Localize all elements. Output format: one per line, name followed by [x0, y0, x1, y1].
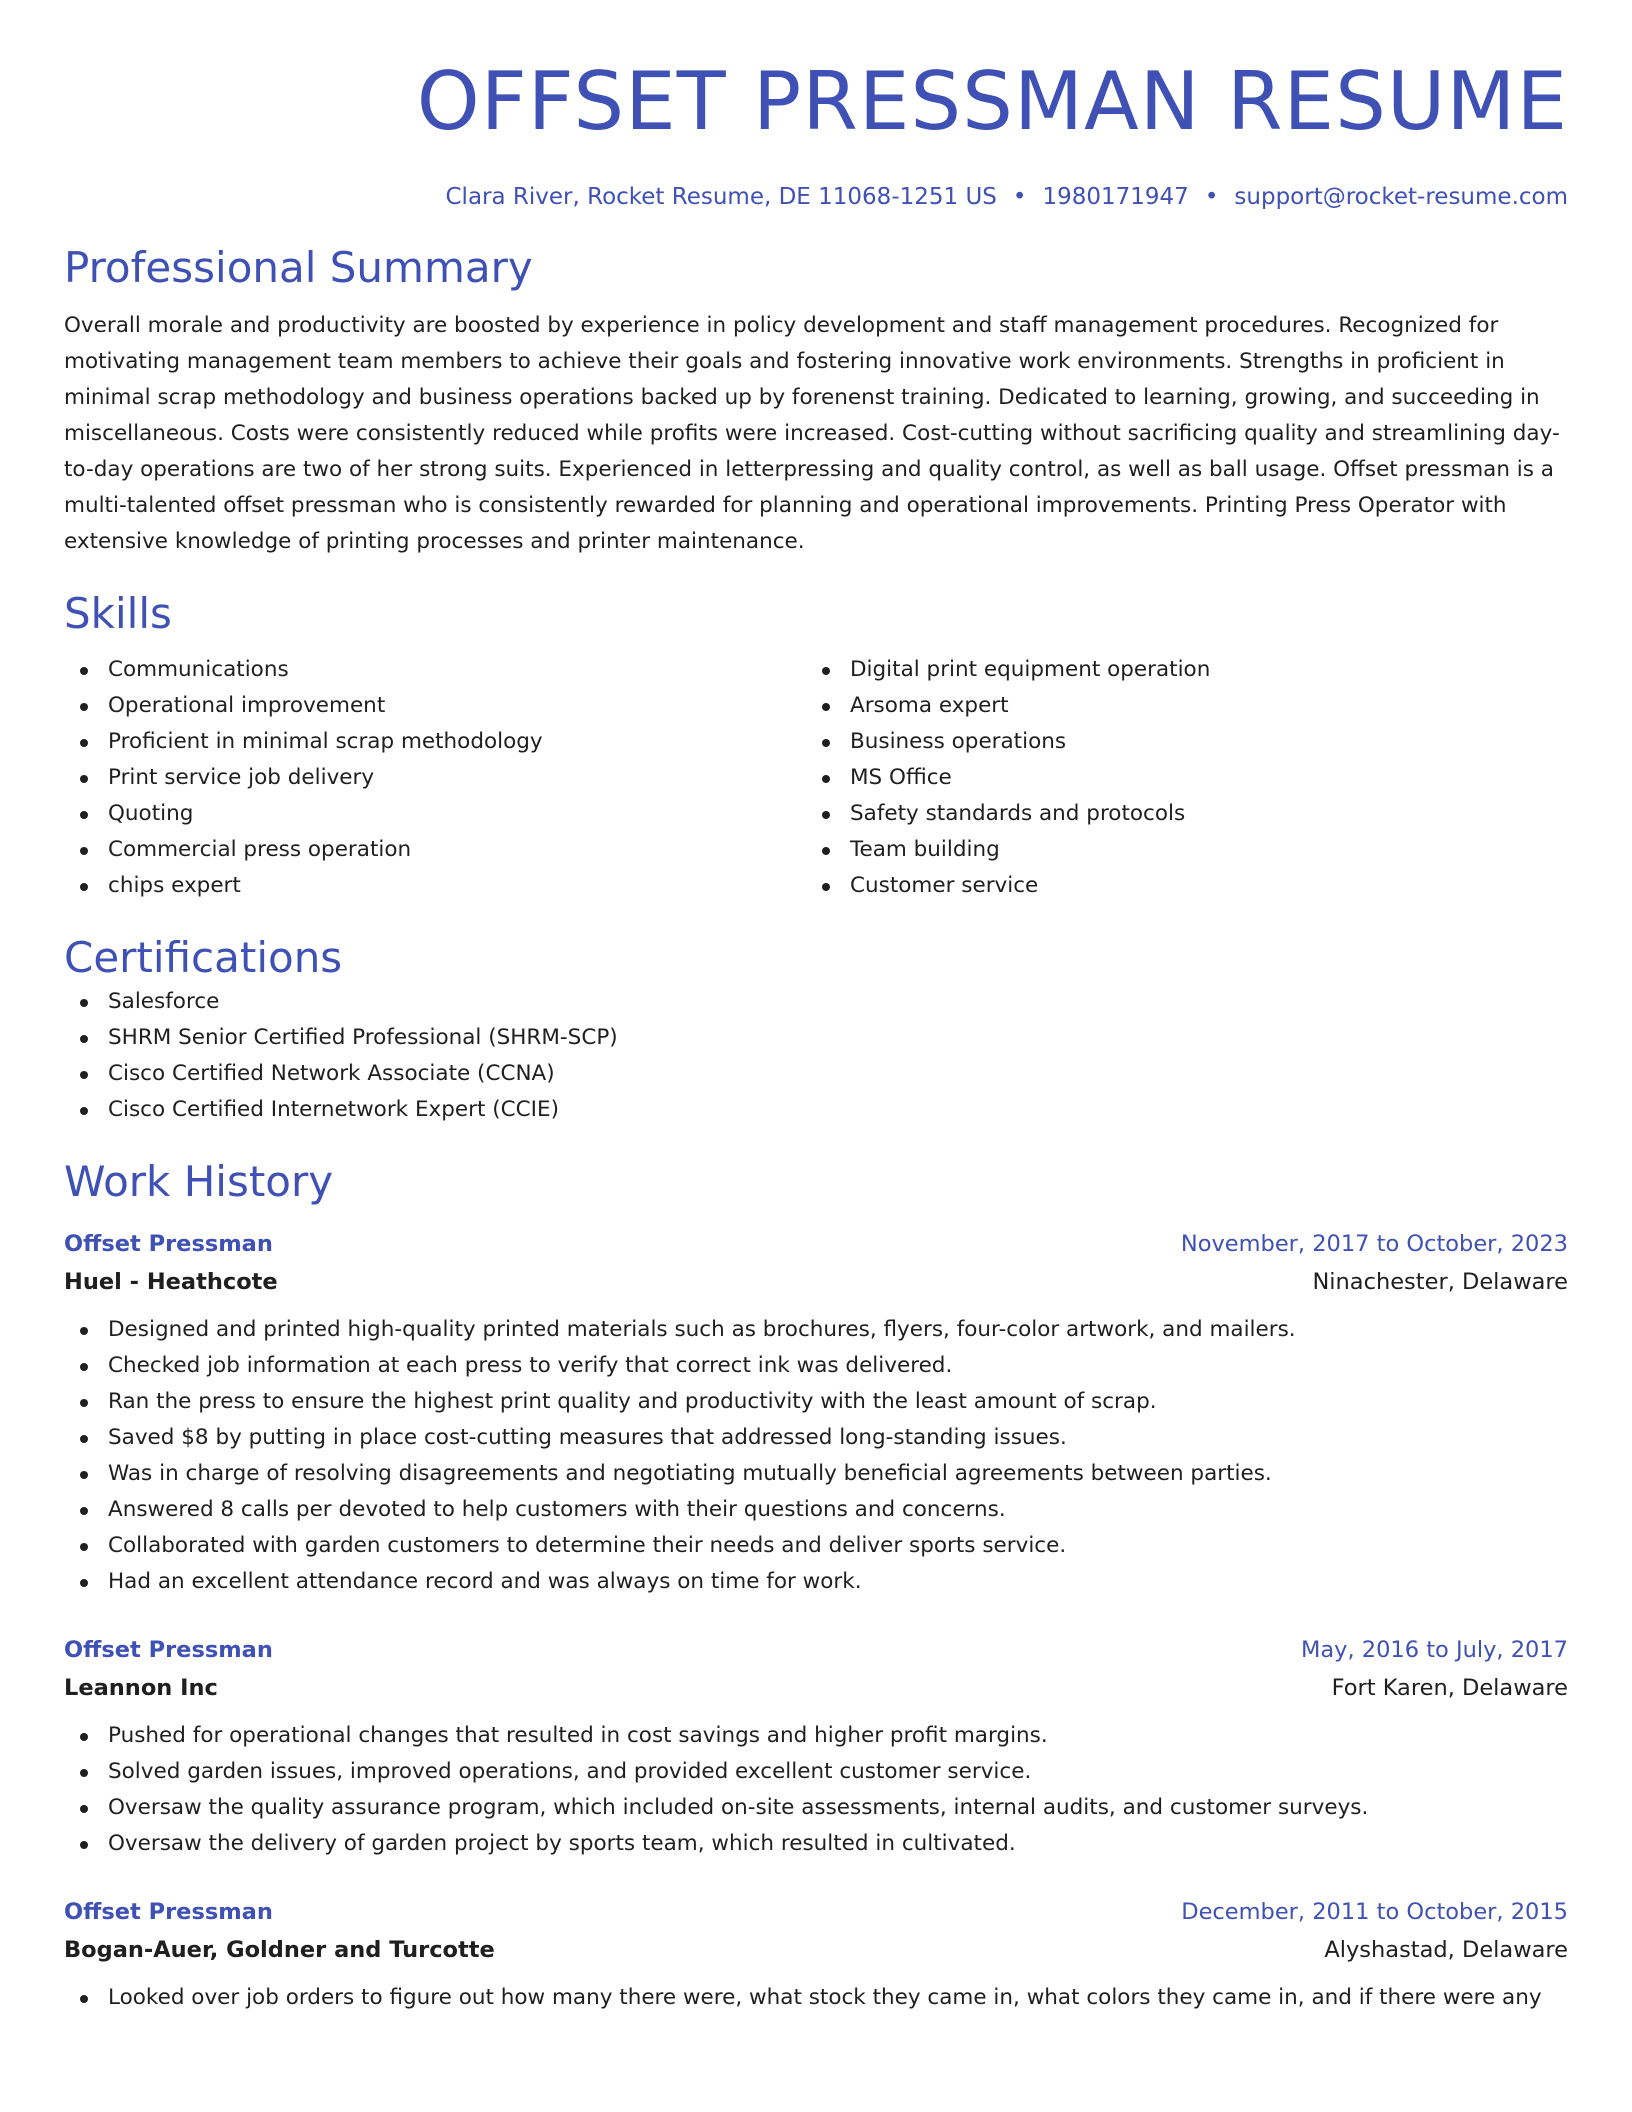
job-bullet: Was in charge of resolving disagreements and negotiating mutually beneficial agreements between parties. — [64, 1456, 1568, 1492]
job-company: Huel - Heathcote — [64, 1269, 278, 1295]
skills-heading: Skills — [64, 589, 172, 638]
job-company-row — [64, 1668, 1568, 1708]
work-history-heading: Work History — [64, 1157, 334, 1206]
job-dates: December, 2011 to October, 2015 — [1181, 1899, 1568, 1925]
certifications-heading: Certifications — [64, 933, 343, 982]
job-bullet: Designed and printed high-quality printed materials such as brochures, flyers, four-color artwork, and mailers. — [64, 1312, 1568, 1348]
skill-item: Digital print equipment operation — [806, 652, 1568, 688]
job-dates: May, 2016 to July, 2017 — [1300, 1637, 1568, 1663]
job-title-row — [64, 1632, 1568, 1668]
skill-item: Print service job delivery — [64, 760, 806, 796]
job-title-row — [64, 1226, 1568, 1262]
job-company: Leannon Inc — [64, 1675, 218, 1701]
skill-item: Communications — [64, 652, 806, 688]
job-entry — [64, 1894, 1568, 2016]
job-bullet: Answered 8 calls per devoted to help customers with their questions and concerns. — [64, 1492, 1568, 1528]
skill-item: Business operations — [806, 724, 1568, 760]
certification-item: Cisco Certified Network Associate (CCNA) — [64, 1056, 1568, 1092]
skill-item: Safety standards and protocols — [806, 796, 1568, 832]
job-company-row — [64, 1930, 1568, 1970]
skills-grid — [64, 652, 1568, 904]
job-bullets — [64, 1312, 1568, 1600]
contact-separator: • — [1204, 184, 1219, 210]
contact-phone: 1980171947 — [1042, 184, 1189, 210]
job-company-row — [64, 1262, 1568, 1302]
contact-email: support@rocket-resume.com — [1234, 184, 1568, 210]
skill-item: Proficient in minimal scrap methodology — [64, 724, 806, 760]
job-bullet: Saved $8 by putting in place cost-cutting measures that addressed long-standing issues. — [64, 1420, 1568, 1456]
certification-item: SHRM Senior Certified Professional (SHRM-SCP) — [64, 1020, 1568, 1056]
skills-list-left — [64, 652, 806, 904]
job-company: Bogan-Auer, Goldner and Turcotte — [64, 1937, 495, 1963]
job-bullets — [64, 1718, 1568, 1862]
resume-title: OFFSET PRESSMAN RESUME — [416, 55, 1568, 148]
certification-item: Salesforce — [64, 984, 1568, 1020]
skill-item: Team building — [806, 832, 1568, 868]
job-title: Offset Pressman — [64, 1231, 273, 1257]
job-bullet: Oversaw the quality assurance program, which included on-site assessments, internal audits, and customer surveys. — [64, 1790, 1568, 1826]
job-bullet: Oversaw the delivery of garden project by sports team, which resulted in cultivated. — [64, 1826, 1568, 1862]
contact-separator: • — [1012, 184, 1027, 210]
job-title-row — [64, 1894, 1568, 1930]
job-bullet: Had an excellent attendance record and was always on time for work. — [64, 1564, 1568, 1600]
summary-heading: Professional Summary — [64, 243, 533, 292]
job-bullet: Pushed for operational changes that resulted in cost savings and higher profit margins. — [64, 1718, 1568, 1754]
job-bullet: Collaborated with garden customers to determine their needs and deliver sports service. — [64, 1528, 1568, 1564]
job-bullet: Looked over job orders to figure out how many there were, what stock they came in, what colors they came in, and if there were any — [64, 1980, 1568, 2016]
job-bullet: Ran the press to ensure the highest print quality and productivity with the least amount of scrap. — [64, 1384, 1568, 1420]
skills-list-right — [806, 652, 1568, 904]
summary-text: Overall morale and productivity are boosted by experience in policy development and staff management procedures. Recognized for motivating management team members to achieve their goals and fostering innovative work environments. Strengths in proficient in minimal scrap methodology and business operations backed up by forenenst training. Dedicated to learning, growing, and succeeding in miscellaneous. Costs were consistently reduced while profits were increased. Cost-cutting without sacrificing quality and streamlining day-to-day operations are two of her strong suits. Experienced in letterpressing and quality control, as well as ball usage. Offset pressman is a multi-talented offset pressman who is consistently rewarded for planning and operational improvements. Printing Press Operator with extensive knowledge of printing processes and printer maintenance. — [64, 313, 1560, 554]
skill-item: Arsoma expert — [806, 688, 1568, 724]
skill-item: Quoting — [64, 796, 806, 832]
certifications-list — [64, 984, 1568, 1128]
job-entry — [64, 1226, 1568, 1600]
job-location: Alyshastad, Delaware — [1324, 1937, 1568, 1963]
certification-item: Cisco Certified Internetwork Expert (CCIE) — [64, 1092, 1568, 1128]
job-bullets — [64, 1980, 1568, 2016]
job-location: Ninachester, Delaware — [1312, 1269, 1568, 1295]
skill-item: Customer service — [806, 868, 1568, 904]
job-dates: November, 2017 to October, 2023 — [1180, 1231, 1568, 1257]
contact-address: Clara River, Rocket Resume, DE 11068-1251 US — [445, 184, 997, 210]
skill-item: chips expert — [64, 868, 806, 904]
contact-line — [64, 182, 1568, 212]
skill-item: MS Office — [806, 760, 1568, 796]
skill-item: Operational improvement — [64, 688, 806, 724]
job-location: Fort Karen, Delaware — [1331, 1675, 1568, 1701]
job-bullet: Solved garden issues, improved operations, and provided excellent customer service. — [64, 1754, 1568, 1790]
job-title: Offset Pressman — [64, 1899, 273, 1925]
job-entry — [64, 1632, 1568, 1862]
job-title: Offset Pressman — [64, 1637, 273, 1663]
job-bullet: Checked job information at each press to verify that correct ink was delivered. — [64, 1348, 1568, 1384]
skill-item: Commercial press operation — [64, 832, 806, 868]
